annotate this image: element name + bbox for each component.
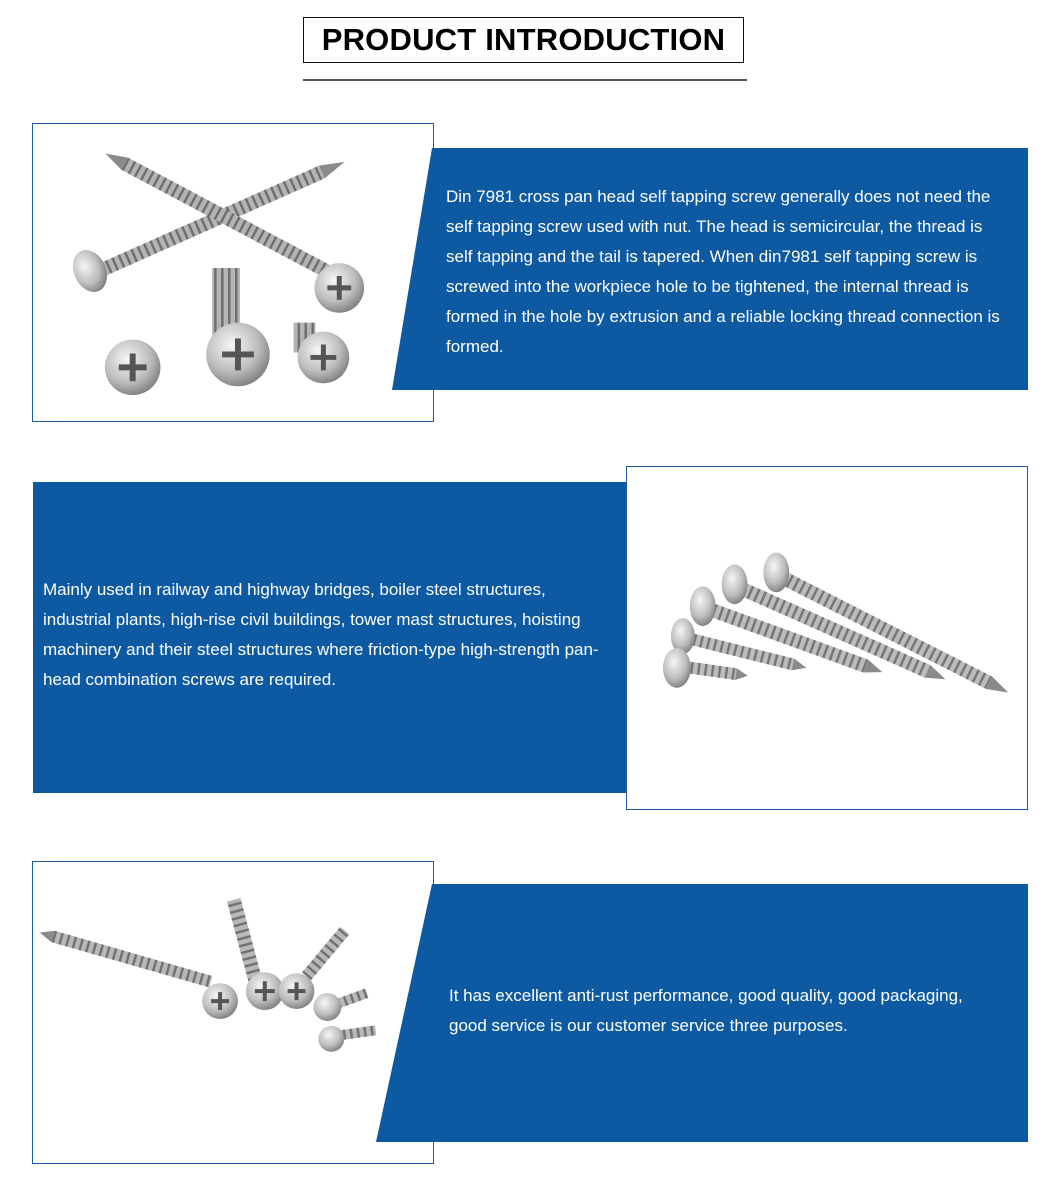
page-title: PRODUCT INTRODUCTION	[321, 22, 726, 57]
description-text-2: Mainly used in railway and highway bridges, boiler steel structures, industrial plants, high-rise civil buildings, tower mast structures, hoisting machinery and their steel structures where friction-type high-strength pan-head combination screws are required.	[43, 580, 599, 689]
screws-image-1	[33, 124, 433, 421]
product-photo-3	[32, 861, 434, 1164]
title-underline	[303, 79, 747, 81]
description-text-3: It has excellent anti-rust performance, good quality, good packaging, good service is our customer service three purposes.	[449, 986, 963, 1035]
description-text-1: Din 7981 cross pan head self tapping screw generally does not need the self tapping screw used with nut. The head is semicircular, the thread is self tapping and the tail is tapered. When din7981 self tapping screw is screwed into the workpiece hole to be tightened, the internal thread is formed in the hole by extrusion and a reliable locking thread connection is formed.	[446, 187, 1000, 356]
product-photo-1	[32, 123, 434, 422]
page-title-box	[303, 17, 744, 63]
product-photo-2	[626, 466, 1028, 810]
screws-image-2	[627, 467, 1027, 809]
screws-image-3	[33, 862, 433, 1163]
